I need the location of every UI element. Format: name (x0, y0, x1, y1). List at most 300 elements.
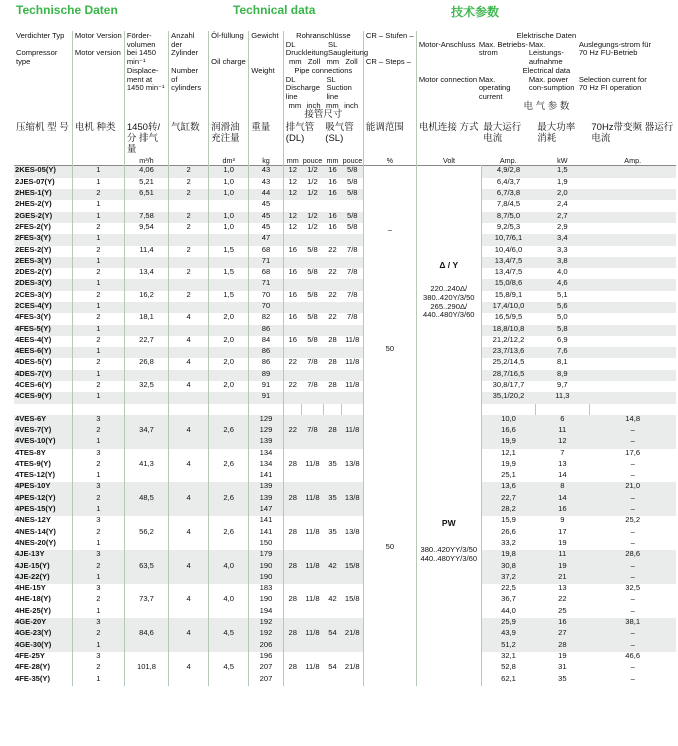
model-cell: 4FES-3(Y) (15, 312, 51, 322)
selection-current-cell: 25,2 (625, 515, 641, 525)
model-cell: 4EES-6(Y) (14, 347, 72, 358)
amp-cell: 25,1 (481, 471, 535, 482)
table-row (14, 562, 676, 573)
displacement-cell (124, 573, 168, 584)
section-titles (0, 0, 678, 24)
sl-inch-cell: 15/8 (342, 562, 364, 573)
sl-inch-cell (342, 641, 364, 652)
weight-cell: 150 (249, 539, 284, 550)
weight-cell: 71 (249, 257, 284, 268)
cylinders-cell (169, 505, 209, 516)
sl-mm-cell: 54 (328, 662, 337, 672)
motor-cell: 1 (72, 505, 124, 516)
oil-cell: 4,5 (209, 629, 249, 640)
selection-current-cell (589, 178, 676, 189)
weight-cell: 71 (249, 279, 284, 290)
table-row (14, 279, 676, 290)
dl-mm-cell: 28 (283, 562, 301, 573)
weight-cell: 45 (249, 200, 284, 211)
amp-cell: 15,8/9,1 (481, 291, 535, 302)
model-cell: 4GE-30(Y) (14, 641, 72, 652)
model-cell: 4TES-12(Y) (15, 470, 56, 480)
sl-inch-cell (342, 505, 364, 516)
kw-cell: 1,9 (557, 176, 568, 186)
motor-cell: 3 (72, 584, 124, 595)
motor-cell: 1 (72, 607, 124, 618)
displacement-cell: 7,58 (124, 212, 168, 223)
group-gap (14, 404, 676, 415)
oil-cell: 1,5 (209, 291, 249, 302)
kw-cell: 2,9 (557, 221, 568, 231)
amp-cell: 16,6 (481, 426, 535, 437)
motor-cell: 2 (72, 426, 124, 437)
dl-mm-cell: 16 (283, 336, 301, 347)
sl-mm-cell: 28 (328, 334, 337, 344)
oil-cell (209, 573, 249, 584)
table-row (14, 200, 676, 211)
selection-current-cell (589, 392, 676, 403)
dl-inch-cell (302, 550, 324, 561)
amp-cell: 12,1 (481, 449, 535, 460)
dl-inch-cell (302, 471, 324, 482)
weight-cell: 91 (249, 381, 284, 392)
sl-mm-cell (323, 505, 341, 516)
sl-mm-cell: 35 (328, 458, 337, 468)
cylinders-cell: 2 (169, 291, 209, 302)
dl-inch-cell: 7/8 (307, 357, 318, 367)
displacement-cell: 5,21 (124, 178, 168, 189)
selection-current-cell: 32,5 (625, 583, 641, 593)
amp-cell: 62,1 (481, 675, 535, 686)
sl-inch-cell: 5/8 (342, 166, 364, 178)
sl-inch-cell: 15/8 (344, 594, 360, 604)
model-cell: 4TES-8Y (15, 447, 46, 457)
weight-cell: 190 (249, 573, 284, 584)
oil-cell (209, 550, 249, 561)
kw-cell: 1,5 (535, 166, 589, 178)
table-row (14, 426, 676, 437)
oil-cell (209, 539, 249, 550)
dl-mm-cell: 12 (283, 166, 301, 178)
selection-current-cell (589, 200, 676, 211)
amp-cell: 52,8 (481, 663, 535, 674)
displacement-cell: 73,7 (124, 595, 168, 606)
cr-value: 50 (385, 344, 395, 354)
dl-inch-cell: 11/8 (302, 629, 324, 640)
model-cell: 2JES-07(Y) (15, 176, 55, 186)
dl-inch-cell: 11/8 (305, 594, 320, 604)
cylinders-cell: 4 (169, 494, 209, 505)
sl-mm-cell: 35 (328, 526, 337, 536)
sl-mm-cell: 16 (323, 166, 341, 178)
selection-current-cell: – (589, 426, 676, 437)
selection-current-cell (589, 212, 676, 223)
title-chinese: 技术参数 (451, 5, 500, 19)
oil-cell: 2,6 (209, 460, 249, 471)
model-cell: 4HE-25(Y) (15, 605, 51, 615)
motor-cell: 2 (72, 336, 124, 347)
kw-cell: 4,0 (557, 267, 568, 277)
weight-cell: 129 (249, 415, 284, 426)
sl-inch-cell: 11/8 (345, 357, 360, 367)
hdr-cn-dl: 排气管 (DL) (283, 122, 323, 157)
model-cell: 2EES-2(Y) (15, 244, 52, 254)
kw-cell: 28 (535, 641, 589, 652)
dl-mm-cell: 16 (283, 291, 301, 302)
table-row (14, 460, 676, 471)
selection-current-cell (589, 381, 676, 392)
amp-cell: 10,0 (481, 415, 535, 426)
displacement-cell: 48,5 (124, 494, 168, 505)
dl-inch-cell: 11/8 (305, 458, 320, 468)
cylinders-cell (169, 200, 209, 211)
selection-current-cell: 28,6 (589, 550, 676, 561)
displacement-cell (124, 675, 168, 686)
model-cell: 4DES-7(Y) (14, 370, 72, 381)
kw-cell: 5,6 (535, 302, 589, 313)
kw-cell: 13 (558, 458, 567, 468)
weight-cell: 192 (249, 629, 284, 640)
table-row (14, 539, 676, 550)
sl-mm-cell (323, 550, 341, 561)
sl-inch-cell: 21/8 (342, 629, 364, 640)
model-cell: 4PES-12(Y) (14, 494, 72, 505)
technical-data-table (14, 31, 676, 686)
cylinders-cell (169, 437, 209, 448)
sl-inch-cell (342, 550, 364, 561)
kw-cell: 3,4 (535, 234, 589, 245)
kw-cell: 5,1 (557, 289, 568, 299)
oil-cell: 1,0 (209, 189, 249, 200)
dl-mm-cell: 22 (283, 426, 301, 437)
motor-cell: 2 (72, 246, 124, 257)
amp-cell: 25,9 (481, 618, 535, 629)
selection-current-cell: – (630, 594, 635, 604)
table-row (14, 291, 676, 302)
sl-mm-cell: 16 (328, 221, 337, 231)
hdr-motor: Motor Version Motor version (72, 31, 124, 122)
model-cell: 4GE-23(Y) (14, 629, 72, 640)
kw-cell: 6,9 (557, 334, 568, 344)
motor-connection-volt1: 380..420YY/3/50 (420, 545, 478, 555)
dl-mm-cell (283, 437, 301, 448)
selection-current-cell: – (630, 537, 635, 547)
kw-cell: 2,0 (535, 189, 589, 200)
table-row (14, 381, 676, 392)
weight-cell: 190 (249, 595, 284, 606)
dl-inch-cell (302, 279, 324, 290)
sl-inch-cell (342, 200, 364, 211)
amp-cell: 19,9 (481, 437, 535, 448)
selection-current-cell: 46,6 (625, 650, 641, 660)
weight-cell: 207 (249, 663, 284, 674)
dl-mm-cell (283, 573, 301, 584)
table-row (14, 437, 676, 448)
motor-cell: 2 (72, 595, 124, 606)
kw-cell: 11,3 (535, 392, 589, 403)
unit-amp2: Amp. (624, 156, 642, 166)
kw-cell: 16 (535, 505, 589, 516)
weight-cell: 194 (249, 607, 284, 618)
selection-current-cell: 21,0 (589, 482, 676, 493)
sl-mm-cell (323, 539, 341, 550)
displacement-cell: 101,8 (124, 663, 168, 674)
model-cell: 2DES-3(Y) (14, 279, 72, 290)
sl-mm-cell (323, 516, 341, 527)
amp-cell: 30,8/17,7 (481, 381, 535, 392)
motor-cell: 1 (72, 234, 124, 245)
hdr-cn-disp: 1450转/分 排气量 (124, 122, 168, 157)
cylinders-cell: 4 (169, 358, 209, 369)
amp-cell: 25,2/14,5 (481, 358, 535, 369)
hdr-type: Verdichter Typ Compressor type (16, 31, 65, 67)
weight-cell: 139 (249, 437, 284, 448)
sl-mm-cell: 54 (323, 629, 341, 640)
model-cell: 2FES-3(Y) (14, 234, 72, 245)
weight-cell: 84 (249, 336, 284, 347)
selection-current-cell (589, 370, 676, 381)
hdr-cn-maxpow: 最大功率 消耗 (537, 122, 576, 145)
motor-cell: 1 (72, 675, 124, 686)
kw-cell: 14 (535, 494, 589, 505)
cylinders-cell: 4 (169, 629, 209, 640)
weight-cell: 68 (249, 268, 284, 279)
selection-current-cell (589, 279, 676, 290)
dl-inch-cell (302, 234, 324, 245)
motor-cell: 1 (72, 573, 124, 584)
motor-cell: 3 (72, 449, 124, 460)
cylinders-cell: 4 (169, 663, 209, 674)
sl-inch-cell (342, 279, 364, 290)
cylinders-cell: 2 (169, 189, 209, 200)
sl-mm-cell (323, 279, 341, 290)
hdr-electrical: Elektrische Daten Motor-Anschluss Max. Betriebs-strom Max. Leistungs-aufnahme Auslegungs-strom für 70 Hz FU-Betrieb Electrical data Motor connection Max. operating current Max. power con-sumption Selection current for 70 Hz FI operation 电 气 参 数 (416, 31, 676, 122)
sl-mm-cell: 42 (328, 594, 337, 604)
selection-current-cell: – (630, 526, 635, 536)
sl-inch-cell (342, 539, 364, 550)
kw-cell: 21 (535, 573, 589, 584)
selection-current-cell: – (589, 573, 676, 584)
sl-mm-cell (323, 392, 341, 403)
table-row (14, 471, 676, 482)
oil-cell (209, 675, 249, 686)
table-row (14, 675, 676, 686)
dl-inch-cell: 5/8 (307, 267, 318, 277)
table-row (14, 550, 676, 561)
dl-mm-cell: 12 (283, 223, 301, 234)
motor-cell: 3 (72, 516, 124, 527)
amp-cell: 22,5 (481, 584, 535, 595)
sl-mm-cell (323, 437, 341, 448)
model-cell: 4EES-4(Y) (15, 334, 52, 344)
model-cell: 2FES-2(Y) (15, 221, 51, 231)
selection-current-cell (589, 268, 676, 279)
dl-mm-cell: 22 (283, 381, 301, 392)
model-cell: 4FE-28(Y) (15, 662, 51, 672)
displacement-cell: 18,1 (124, 313, 168, 324)
amp-cell: 22,7 (481, 494, 535, 505)
displacement-cell (124, 279, 168, 290)
table-row (14, 629, 676, 640)
sl-mm-cell: 28 (323, 426, 341, 437)
motor-cell: 2 (72, 268, 124, 279)
amp-cell: 21,2/12,2 (481, 336, 535, 347)
sl-mm-cell (323, 607, 341, 618)
selection-current-cell (589, 166, 676, 178)
amp-cell: 36,7 (481, 595, 535, 606)
table-row (14, 505, 676, 516)
sl-mm-cell: 35 (323, 494, 341, 505)
oil-cell: 2,0 (209, 313, 249, 324)
sl-inch-cell (342, 471, 364, 482)
motor-cell: 1 (72, 200, 124, 211)
table-header (14, 31, 676, 166)
model-cell: 4VES-7(Y) (14, 426, 72, 437)
amp-cell: 18,8/10,8 (481, 325, 535, 336)
title-english: Technical data (233, 3, 316, 17)
cr-dash: – (387, 225, 392, 235)
kw-cell: 14 (558, 470, 567, 480)
hdr-cn-motor: 电机 种类 (72, 122, 124, 157)
table-row (14, 336, 676, 347)
motor-cell: 1 (72, 166, 124, 178)
kw-cell: 5,8 (535, 325, 589, 336)
model-cell: 4FES-5(Y) (14, 325, 72, 336)
weight-cell: 70 (249, 291, 284, 302)
sl-mm-cell: 16 (328, 176, 337, 186)
cylinders-cell: 2 (169, 166, 209, 178)
kw-cell: 3,3 (557, 244, 568, 254)
selection-current-cell (589, 358, 676, 369)
model-cell: 4PES-10Y (14, 482, 72, 493)
oil-cell (209, 471, 249, 482)
weight-cell: 147 (249, 505, 284, 516)
sl-mm-cell: 22 (328, 267, 337, 277)
table-row (14, 641, 676, 652)
motor-cell: 2 (72, 189, 124, 200)
sl-inch-cell: 5/8 (346, 221, 358, 231)
unit-oil: dm³ (209, 157, 249, 166)
dl-mm-cell: 28 (283, 629, 301, 640)
motor-cell: 1 (72, 302, 124, 313)
cylinders-cell: 4 (169, 313, 209, 324)
amp-cell: 9,2/5,3 (481, 223, 535, 234)
selection-current-cell (589, 325, 676, 336)
motor-cell: 1 (72, 178, 124, 189)
amp-cell: 35,1/20,2 (481, 392, 535, 403)
displacement-cell: 63,5 (124, 562, 168, 573)
dl-mm-cell: 28 (283, 494, 301, 505)
dl-mm-cell: 28 (283, 595, 301, 606)
model-cell: 2EES-3(Y) (14, 257, 72, 268)
sl-mm-cell (323, 471, 341, 482)
weight-cell: 89 (249, 370, 284, 381)
motor-cell: 1 (72, 212, 124, 223)
amp-cell: 43,9 (481, 629, 535, 640)
cr-cell (363, 166, 416, 404)
displacement-cell: 32,5 (124, 381, 168, 392)
dl-inch-cell (302, 505, 324, 516)
oil-cell (209, 437, 249, 448)
model-cell: 4HE-18(Y) (15, 594, 51, 604)
displacement-cell (124, 437, 168, 448)
displacement-cell: 11,4 (124, 246, 168, 257)
weight-cell: 86 (249, 358, 284, 369)
dl-mm-cell: 28 (283, 528, 301, 539)
hdr-cn-cyl: 气缸数 (169, 122, 209, 157)
model-cell: 4FE-35(Y) (15, 673, 51, 683)
selection-current-cell (589, 189, 676, 200)
amp-cell: 13,4/7,5 (481, 257, 535, 268)
weight-cell: 190 (249, 562, 284, 573)
selection-current-cell (589, 291, 676, 302)
selection-current-cell: – (589, 629, 676, 640)
model-cell: 2CES-3(Y) (15, 289, 52, 299)
oil-cell (209, 516, 249, 527)
kw-cell: 9 (560, 515, 565, 525)
amp-cell: 51,2 (481, 641, 535, 652)
dl-mm-cell (283, 505, 301, 516)
selection-current-cell (589, 313, 676, 324)
dl-mm-cell: 16 (283, 246, 301, 257)
motor-cell: 1 (72, 347, 124, 358)
dl-inch-cell: 1/2 (302, 166, 324, 178)
selection-current-cell: 14,8 (589, 415, 676, 426)
kw-cell: 9,7 (557, 380, 568, 390)
sl-inch-cell: 7/8 (346, 312, 358, 322)
cylinders-cell: 4 (169, 562, 209, 573)
model-cell: 4PES-15(Y) (14, 505, 72, 516)
amp-cell: 23,7/13,6 (481, 347, 535, 358)
motor-cell: 2 (72, 494, 124, 505)
amp-cell: 44,0 (481, 607, 535, 618)
oil-cell (209, 279, 249, 290)
dl-mm-cell (283, 550, 301, 561)
kw-cell: 6 (535, 415, 589, 426)
amp-cell: 37,2 (481, 573, 535, 584)
hdr-cn-type: 压缩机 型 号 (16, 122, 69, 134)
kw-cell: 25 (558, 605, 567, 615)
displacement-cell (124, 550, 168, 561)
unit-sl-mm: mm (326, 156, 339, 166)
displacement-cell: 84,6 (124, 629, 168, 640)
weight-cell: 183 (249, 584, 284, 595)
table-row (14, 528, 676, 539)
oil-cell: 4,0 (209, 562, 249, 573)
weight-cell: 141 (249, 528, 284, 539)
sl-mm-cell: 22 (328, 244, 337, 254)
table-row (14, 212, 676, 223)
selection-current-cell: – (589, 505, 676, 516)
kw-cell: 8,9 (535, 370, 589, 381)
hdr-displacement: Förder-volumen bei 1450 min⁻¹ Displace-ment at 1450 min⁻¹ (124, 31, 168, 122)
displacement-cell: 9,54 (124, 223, 168, 234)
unit-weight: kg (249, 157, 284, 166)
motor-connection-volt3: 265..290Δ/ (430, 301, 468, 311)
kw-cell: 8,1 (557, 357, 568, 367)
weight-cell: 68 (249, 246, 284, 257)
weight-cell: 206 (249, 641, 284, 652)
motor-cell: 2 (72, 629, 124, 640)
sl-inch-cell (342, 392, 364, 403)
amp-cell: 15,0/8,6 (481, 279, 535, 290)
sl-inch-cell: 13/8 (344, 458, 360, 468)
motor-connection-conn: PW (441, 517, 456, 528)
cylinders-cell: 2 (169, 246, 209, 257)
selection-current-cell: – (589, 562, 676, 573)
table-row (14, 313, 676, 324)
displacement-cell (124, 516, 168, 527)
